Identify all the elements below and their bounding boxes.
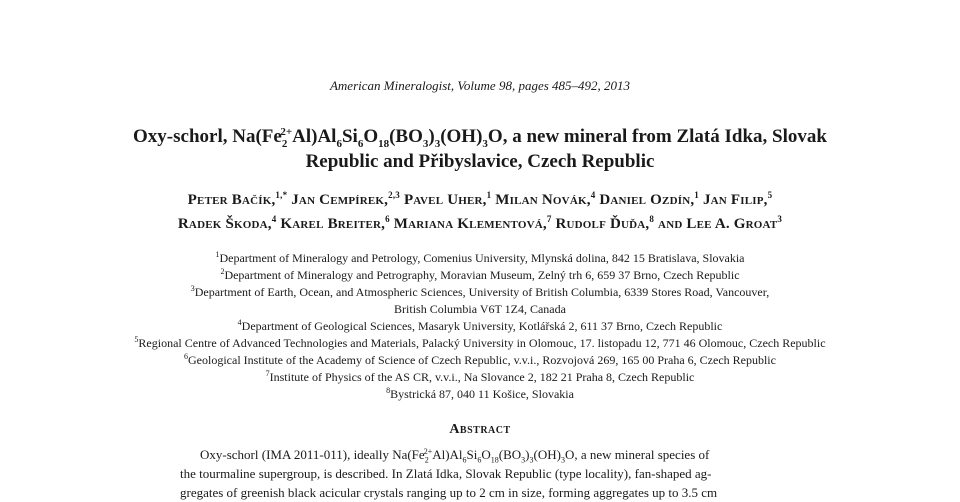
author: Radek Škoda, [177, 216, 272, 232]
author: Daniel Ozdín, [599, 192, 695, 208]
author-line-2: Radek Škoda,$^4$ Karel Breiter,$^6$ Mariana Klementová,$^7$ Rudolf Ďuďa,$^8$ and Lee A. Groat$^3$ [177, 214, 783, 232]
author: Jan Cempírek, [291, 192, 389, 208]
affiliation: $^8$Bystrická 87, 040 11 Košice, Slovakia [386, 386, 574, 401]
author: Rudolf Ďuďa, [555, 216, 650, 232]
affiliation: $^2$Department of Mineralogy and Petrography, Moravian Museum, Zelný trh 6, 659 37 Brno, Czech Republic [220, 267, 740, 282]
abstract-line-1: Oxy-schorl (IMA 2011-011), ideally $Na(Fe_2^{2+}Al)Al_6Si_6O_{18}(BO_3)_3(OH)_3O$, a new mineral species of [200, 446, 710, 465]
affiliation: $^1$Department of Mineralogy and Petrology, Comenius University, Mlynská dolina, 842 15 Bratislava, Slovakia [215, 250, 745, 265]
title-line-2: Republic and Přibyslavice, Czech Republic [305, 151, 655, 172]
abstract-line-3: gregates of greenish black acicular crystals ranging up to 2 cm in size, forming aggregates up to 3.5 cm [180, 485, 718, 500]
abstract-heading: Abstract [449, 422, 511, 437]
affiliation-continued: British Columbia V6T 1Z4, Canada [394, 302, 566, 316]
affiliation-list [0, 250, 960, 403]
affiliation: $^6$Geological Institute of the Academy of Science of Czech Republic, v.v.i., Rozvojová 269, 165 00 Praha 6, Czech Republic [184, 352, 776, 367]
abstract-line-2: the tourmaline supergroup, is described. In Zlatá Idka, Slovak Republic (type locality), fan-shaped ag- [180, 466, 712, 481]
author: Jan Filip, [702, 192, 768, 208]
author: Karel Breiter, [280, 216, 386, 232]
affiliation: $^4$Department of Geological Sciences, Masaryk University, Kotlářská 2, 611 37 Brno, Czech Republic [237, 318, 723, 333]
journal-citation: American Mineralogist, Volume 98, pages 485–492, 2013 [329, 78, 631, 93]
paper-title [0, 124, 960, 174]
abstract-body [180, 445, 780, 502]
title-line-1: Oxy-schorl, $Na(Fe_2^{2+}Al)Al_6Si_6O_{18}(BO_3)_3(OH)_3O$, a new mineral from Zlatá Idka, Slovak [133, 125, 827, 150]
affiliation: $^5$Regional Centre of Advanced Technologies and Materials, Palacký University in Olomouc, 17. listopadu 12, 771 46 Olomouc, Czech Republic [134, 335, 826, 350]
author: Peter Bačík, [187, 192, 276, 208]
author-line-1: Peter Bačík,$^{1,*}$ Jan Cempírek,$^{2,3}$ Pavel Uher,$^1$ Milan Novák,$^4$ Daniel Ozdín,$^1$ Jan Filip,$^5$ [187, 190, 773, 208]
author-list [0, 188, 960, 236]
author: Pavel Uher, [403, 192, 487, 208]
affiliation: $^7$Institute of Physics of the AS CR, v.v.i., Na Slovance 2, 182 21 Praha 8, Czech Republic [265, 369, 695, 384]
author: Milan Novák, [495, 192, 591, 208]
author: Mariana Klementová, [393, 216, 547, 232]
affiliation: $^3$Department of Earth, Ocean, and Atmospheric Sciences, University of British Columbia, 6339 Stores Road, Vancouver, [190, 284, 770, 299]
author: and Lee A. Groat [658, 216, 778, 232]
